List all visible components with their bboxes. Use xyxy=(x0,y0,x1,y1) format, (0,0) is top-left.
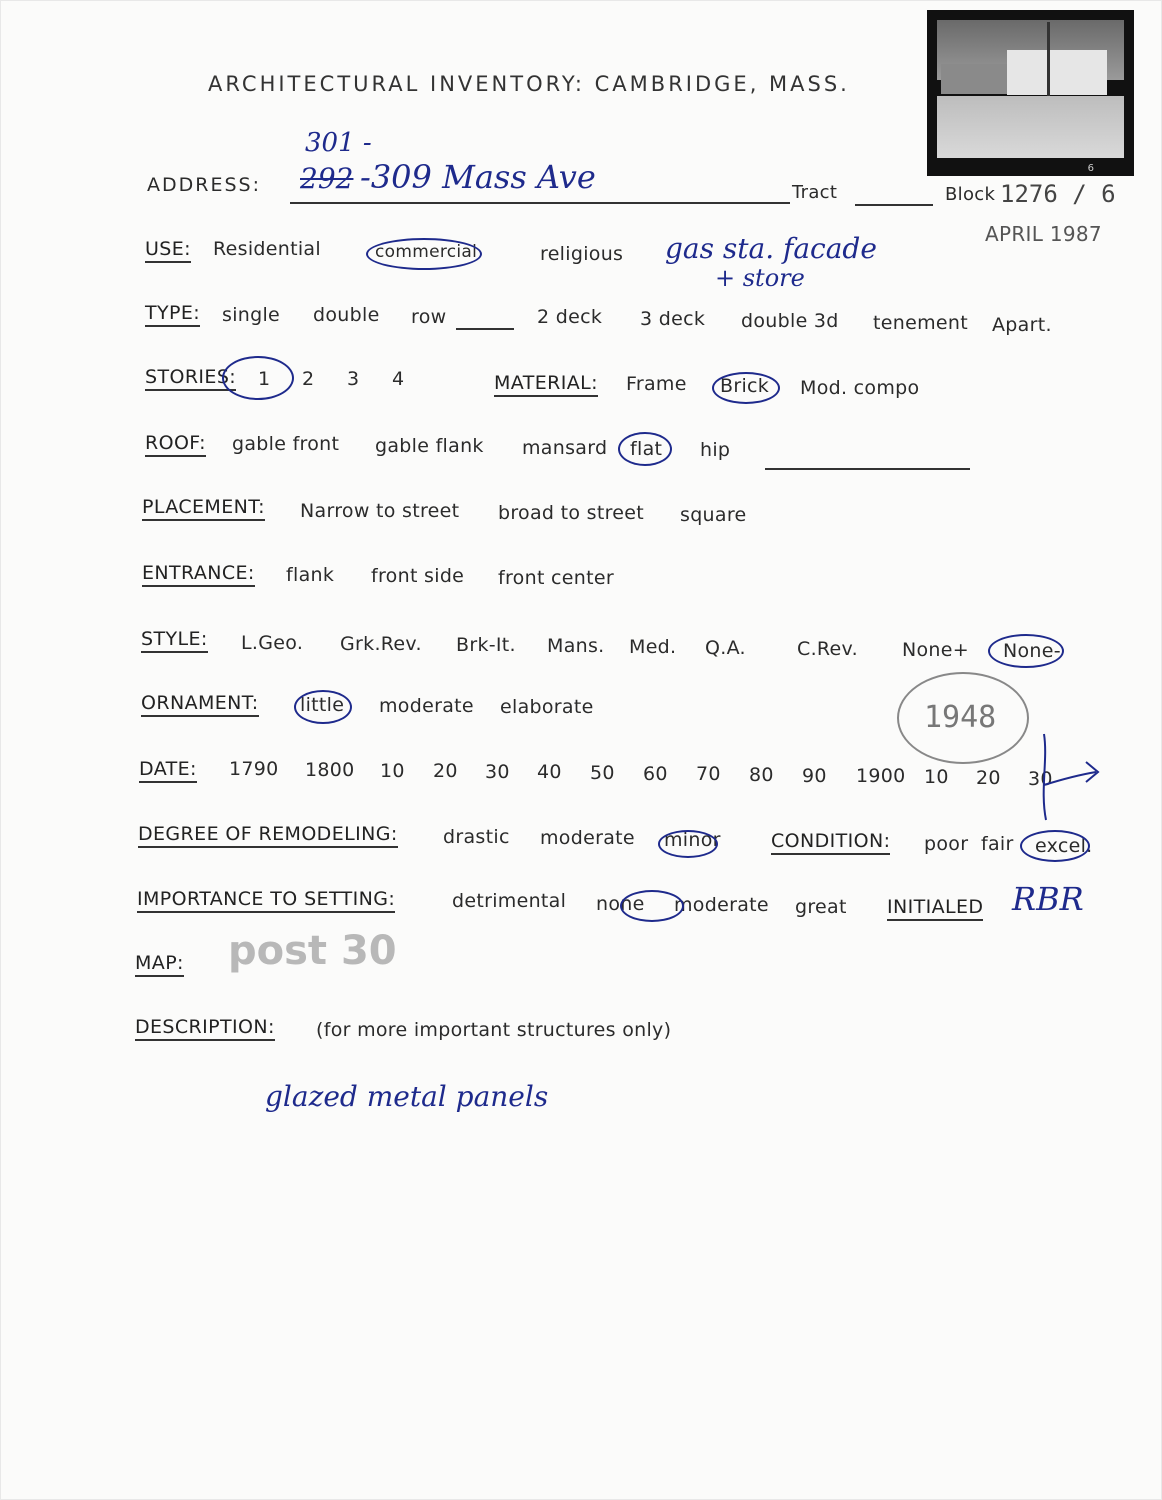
material-option-brick: Brick xyxy=(720,375,770,397)
importance-option-none: none xyxy=(596,893,645,915)
style-option-none-plus: None+ xyxy=(902,639,969,661)
material-label: MATERIAL: xyxy=(494,372,598,397)
condition-option-fair: fair xyxy=(981,833,1014,855)
condition-label: CONDITION: xyxy=(771,830,890,855)
material-selected-circle xyxy=(712,372,780,404)
ornament-option-moderate: moderate xyxy=(379,695,474,717)
roof-option-mansard: mansard xyxy=(522,437,608,459)
photo-street xyxy=(937,96,1124,158)
type-option-apart: Apart. xyxy=(992,314,1052,336)
date-arrow-icon xyxy=(1030,730,1105,825)
ornament-option-elaborate: elaborate xyxy=(500,696,594,718)
type-option-3-deck: 3 deck xyxy=(640,308,706,330)
use-handwritten-note: gas sta. facade xyxy=(665,232,877,265)
entrance-label: ENTRANCE: xyxy=(142,562,255,587)
roof-option-gable-flank: gable flank xyxy=(375,435,484,457)
roof-label: ROOF: xyxy=(145,432,206,457)
placement-option-square: square xyxy=(680,504,747,526)
type-option-double-3d: double 3d xyxy=(741,310,839,332)
style-option-mans: Mans. xyxy=(547,635,605,657)
ornament-label: ORNAMENT: xyxy=(141,692,259,717)
roof-option-hip: hip xyxy=(700,439,731,461)
type-option-2-deck: 2 deck xyxy=(537,306,603,328)
date-option-1920: 20 xyxy=(976,767,1001,789)
style-option-brkit: Brk-It. xyxy=(456,634,516,656)
ornament-selected-circle xyxy=(294,690,352,724)
roof-option-gable-front: gable front xyxy=(232,433,340,455)
style-option-grkrev: Grk.Rev. xyxy=(340,633,422,655)
importance-selected-circle xyxy=(620,890,684,922)
date-option-80: 80 xyxy=(749,764,774,786)
block-label: Block xyxy=(945,184,996,205)
type-option-tenement: tenement xyxy=(873,312,968,334)
description-handwritten: glazed metal panels xyxy=(265,1080,549,1113)
photo-storefronts xyxy=(941,64,1011,94)
condition-selected-circle xyxy=(1020,830,1090,862)
style-option-crev: C.Rev. xyxy=(797,638,858,660)
importance-label: IMPORTANCE TO SETTING: xyxy=(137,888,395,913)
address-handwritten-top: 301 - xyxy=(305,128,372,158)
map-label: MAP: xyxy=(135,952,184,977)
use-option-commercial: commercial xyxy=(375,242,478,262)
date-option-1930: 30 xyxy=(1028,768,1053,790)
material-option-frame: Frame xyxy=(626,373,687,395)
importance-option-great: great xyxy=(795,896,847,918)
style-option-med: Med. xyxy=(629,636,677,658)
photo-frame-number: 6 xyxy=(1087,163,1094,174)
remodeling-option-moderate: moderate xyxy=(540,827,635,849)
entrance-option-front-center: front center xyxy=(498,567,614,589)
condition-option-excel: excel. xyxy=(1035,835,1093,857)
entrance-option-flank: flank xyxy=(286,564,335,586)
placement-option-broad: broad to street xyxy=(498,502,645,524)
date-option-1900: 1900 xyxy=(856,765,906,787)
entrance-option-front-side: front side xyxy=(371,565,465,587)
ornament-option-little: little xyxy=(300,694,345,716)
remodeling-selected-circle xyxy=(658,830,718,858)
roof-option-flat: flat xyxy=(630,438,663,460)
placement-label: PLACEMENT: xyxy=(142,496,265,521)
date-option-1790: 1790 xyxy=(229,758,279,780)
date-option-90: 90 xyxy=(802,765,827,787)
importance-option-moderate: moderate xyxy=(674,894,769,916)
address-label: ADDRESS: xyxy=(147,174,261,196)
condition-option-poor: poor xyxy=(924,833,969,855)
placement-option-narrow: Narrow to street xyxy=(300,500,460,522)
remodeling-label: DEGREE OF REMODELING: xyxy=(138,823,398,848)
type-option-row: row xyxy=(411,306,447,328)
map-value: post 30 xyxy=(228,928,397,974)
style-option-qa: Q.A. xyxy=(705,637,746,659)
date-option-70: 70 xyxy=(696,763,721,785)
description-note: (for more important structures only) xyxy=(316,1019,672,1041)
date-option-1910: 10 xyxy=(924,766,949,788)
building-photo xyxy=(927,10,1134,176)
initialed-label: INITIALED xyxy=(887,896,983,921)
address-struck-number: 292 xyxy=(300,162,354,195)
remodeling-option-minor: minor xyxy=(664,829,721,851)
date-option-60: 60 xyxy=(643,763,668,785)
ornament-handwritten-year: 1948 xyxy=(924,700,997,735)
stories-selected-circle xyxy=(222,356,294,400)
importance-option-detrimental: detrimental xyxy=(452,890,567,912)
stories-option-4: 4 xyxy=(392,368,405,390)
tract-line xyxy=(855,204,933,206)
date-option-20: 20 xyxy=(433,760,458,782)
roof-blank-line xyxy=(765,468,970,470)
style-label: STYLE: xyxy=(141,628,208,653)
style-selected-circle xyxy=(988,634,1064,668)
stories-option-1: 1 xyxy=(258,368,271,390)
stories-option-2: 2 xyxy=(302,368,315,390)
stories-option-3: 3 xyxy=(347,368,360,390)
use-handwritten-note-2: + store xyxy=(715,264,805,292)
form-title: ARCHITECTURAL INVENTORY: CAMBRIDGE, MASS. xyxy=(208,72,850,96)
style-option-lgeo: L.Geo. xyxy=(241,632,304,654)
tract-label: Tract xyxy=(792,182,838,203)
type-option-single: single xyxy=(222,304,281,326)
material-option-mod-compo: Mod. compo xyxy=(800,377,920,399)
use-option-religious: religious xyxy=(540,243,624,265)
style-option-none-minus: None- xyxy=(1003,640,1061,662)
type-option-double: double xyxy=(313,304,380,326)
use-label: USE: xyxy=(145,238,191,263)
type-blank-line xyxy=(456,328,514,330)
address-line xyxy=(290,202,790,204)
description-label: DESCRIPTION: xyxy=(135,1016,275,1041)
date-stamp: APRIL 1987 xyxy=(985,222,1102,246)
date-option-50: 50 xyxy=(590,762,615,784)
address-handwritten: -309 Mass Ave xyxy=(360,158,596,196)
date-option-30: 30 xyxy=(485,761,510,783)
date-option-1800: 1800 xyxy=(305,759,355,781)
use-option-residential: Residential xyxy=(213,238,321,260)
remodeling-option-drastic: drastic xyxy=(443,826,510,848)
date-option-40: 40 xyxy=(537,761,562,783)
use-selected-circle xyxy=(366,238,482,270)
photo-building xyxy=(1007,50,1107,95)
initialed-value: RBR xyxy=(1012,880,1084,918)
type-label: TYPE: xyxy=(145,302,200,327)
block-value: 1276 / 6 xyxy=(1000,180,1116,208)
roof-selected-circle xyxy=(618,432,672,466)
date-option-10: 10 xyxy=(380,760,405,782)
photo-pole xyxy=(1047,22,1050,102)
stories-label: STORIES: xyxy=(145,366,236,391)
date-label: DATE: xyxy=(139,758,197,783)
